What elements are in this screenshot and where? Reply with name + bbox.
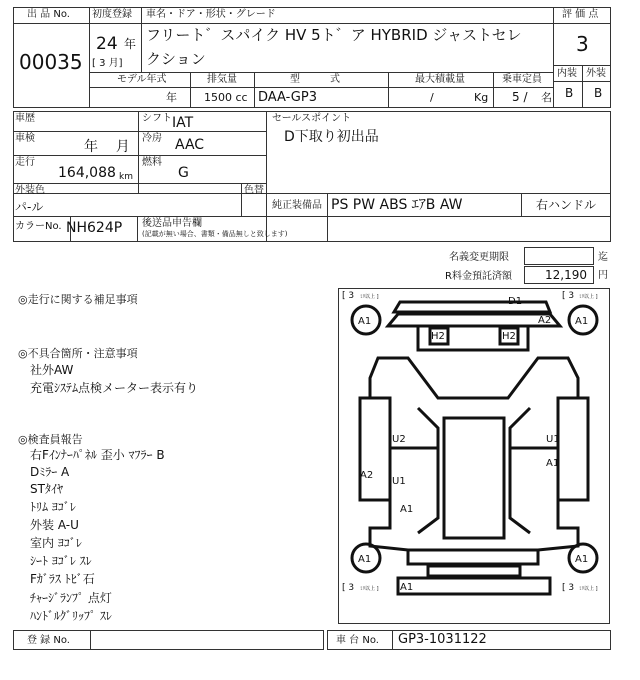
tire-tr-unit: ﾐﾘ以上 ]	[579, 294, 598, 300]
model-year-unit: 年	[166, 91, 177, 104]
shift-label: シフト	[142, 113, 172, 124]
displacement-value: 1500 cc	[204, 91, 248, 104]
mark-a1-right: A1	[546, 458, 560, 469]
tire-br-label: [ 3	[562, 583, 575, 593]
inspector-line: 室内 ﾖｺﾞﾚ	[30, 536, 82, 550]
grade-label: 評 価 点	[562, 9, 599, 20]
lot-no-label: 出 品 No.	[27, 9, 70, 20]
chassis-label: 車 台 No.	[336, 635, 379, 646]
supplement-title: ◎走行に関する補足事項	[18, 293, 138, 306]
equipment-label: 純正装備品	[272, 200, 322, 211]
tire-tr-label: [ 3	[562, 291, 575, 301]
inspector-line: ﾄﾘﾑ ﾖｺﾞﾚ	[30, 500, 76, 514]
equipment-value: PS PW ABS ｴｱB AW	[331, 197, 463, 213]
mileage-label: 走行	[15, 157, 35, 168]
exterior-color-label: 外装色	[15, 185, 45, 196]
inspector-line: 外装 A-U	[30, 518, 79, 532]
name-change-unit: 迄	[598, 252, 608, 263]
inspector-line: STﾀｲﾔ	[30, 482, 63, 496]
type-label: 型 式	[290, 74, 340, 85]
sales-point-value: D下取り初出品	[284, 129, 379, 145]
recycle-unit: 円	[598, 270, 608, 281]
mark-a1-tl: A1	[358, 316, 372, 327]
first-reg-year: 24	[96, 34, 118, 54]
interior-grade: B	[565, 86, 574, 100]
model-year-label: モデル年式	[117, 74, 167, 85]
displacement-label: 排気量	[207, 74, 237, 85]
max-load-unit: Kg	[474, 91, 489, 104]
mark-a2-top: A2	[538, 315, 552, 326]
docs-note: (記載が無い場合、書類・備品無しと致します)	[142, 230, 288, 238]
rear-plate-icon	[398, 578, 550, 594]
color-no-value: NH624P	[66, 220, 123, 236]
max-load-value: /	[430, 91, 434, 104]
mileage-value: 164,088	[58, 165, 116, 181]
docs-label: 後送品申告欄	[142, 218, 202, 229]
fuel-label: 燃料	[142, 157, 162, 168]
color-no-label: カラーNo.	[15, 221, 62, 232]
inspector-line: Dﾐﾗｰ A	[30, 465, 70, 479]
car-name-line1: フリート゛スパイク HV 5ト゛ア HYBRID ジャストセレ	[146, 26, 522, 44]
mark-u2: U2	[392, 434, 406, 445]
exterior-grade: B	[594, 86, 603, 100]
max-load-label: 最大積載量	[415, 74, 465, 85]
exterior-label: 外装	[586, 68, 606, 79]
reg-no-label: 登 録 No.	[27, 635, 70, 646]
repaint-label: 色替	[244, 185, 264, 196]
body-outline-icon	[370, 358, 578, 550]
front-bumper-icon	[394, 302, 550, 312]
inspection-value: 年 月	[84, 139, 130, 155]
handle-value: 右ハンドル	[536, 198, 597, 212]
mark-a2-left: A2	[360, 470, 374, 481]
inspection-label: 車検	[15, 133, 35, 144]
car-name-line2: クション	[146, 50, 206, 68]
mark-h2-right: H2	[502, 331, 516, 342]
recycle-amount: 12,190	[545, 268, 587, 282]
defects-title: ◎不具合箇所・注意事項	[18, 347, 138, 360]
mark-a1-left: A1	[400, 504, 414, 515]
interior-label: 内装	[557, 68, 577, 79]
defect-line-1: 社外AW	[30, 363, 74, 377]
first-reg-label: 初度登録	[92, 9, 132, 20]
lot-no: 00035	[19, 50, 83, 74]
capacity-label: 乗車定員	[502, 74, 542, 85]
mark-a1-bottom: A1	[400, 582, 414, 593]
tire-tl-label: [ 3	[342, 291, 355, 301]
ac-value: AAC	[175, 137, 205, 153]
history-label: 車歴	[15, 113, 35, 124]
capacity-unit: 名	[541, 91, 552, 104]
mark-d1: D1	[508, 296, 523, 307]
grade-value: 3	[576, 32, 589, 56]
rear-bumper-icon	[408, 550, 538, 564]
defect-line-2: 充電ｼｽﾃﾑ点検メーター表示有り	[30, 381, 199, 395]
car-name-label: 車名・ドア・形状・グレード	[146, 9, 276, 20]
name-change-box	[524, 247, 594, 265]
mark-u1-right: U1	[546, 434, 560, 445]
mileage-unit: km	[119, 172, 133, 182]
mark-a1-br: A1	[575, 554, 589, 565]
mark-a1-tr: A1	[575, 316, 589, 327]
capacity-value: 5 /	[512, 90, 528, 104]
ac-label: 冷房	[142, 133, 162, 144]
inspector-line: ﾁｬｰｼﾞﾗﾝﾌﾟ 点灯	[30, 591, 112, 605]
exterior-color-value: パ-ル	[15, 200, 44, 214]
inspector-line: 右Fｲﾝﾅｰﾊﾟﾈﾙ 歪小 ﾏﾌﾗｰ B	[30, 448, 165, 462]
type-value: DAA-GP3	[258, 90, 317, 105]
inspector-title: ◎検査員報告	[18, 433, 83, 446]
tire-bl-label: [ 3	[342, 583, 355, 593]
inspector-line: Fｶﾞﾗｽ ﾄﾋﾞ石	[30, 572, 95, 586]
roof-top-icon	[388, 314, 560, 326]
sales-point-label: セールスポイント	[272, 113, 352, 124]
recycle-label: R料金預託済額	[445, 271, 512, 282]
tire-tl-unit: ﾐﾘ以上 ]	[360, 294, 379, 300]
chassis-no: GP3-1031122	[398, 632, 487, 647]
tire-bl-unit: ﾐﾘ以上 ]	[360, 586, 379, 592]
mark-a1-bl: A1	[358, 554, 372, 565]
inspector-line: ﾊﾝﾄﾞﾙｸﾞﾘｯﾌﾟ ｽﾚ	[30, 609, 112, 623]
name-change-label: 名義変更期限	[449, 252, 509, 263]
first-reg-month: [ 3 月]	[92, 58, 123, 69]
tire-br-unit: ﾐﾘ以上 ]	[579, 586, 598, 592]
shift-value: IAT	[172, 115, 194, 131]
inspector-line: ｼｰﾄ ﾖｺﾞﾚ ｽﾚ	[30, 554, 92, 568]
mark-h2-left: H2	[431, 331, 445, 342]
first-reg-year-unit: 年	[124, 37, 137, 51]
mark-u1-left: U1	[392, 476, 406, 487]
car-condition-diagram	[338, 288, 610, 624]
fuel-value: G	[178, 165, 189, 181]
